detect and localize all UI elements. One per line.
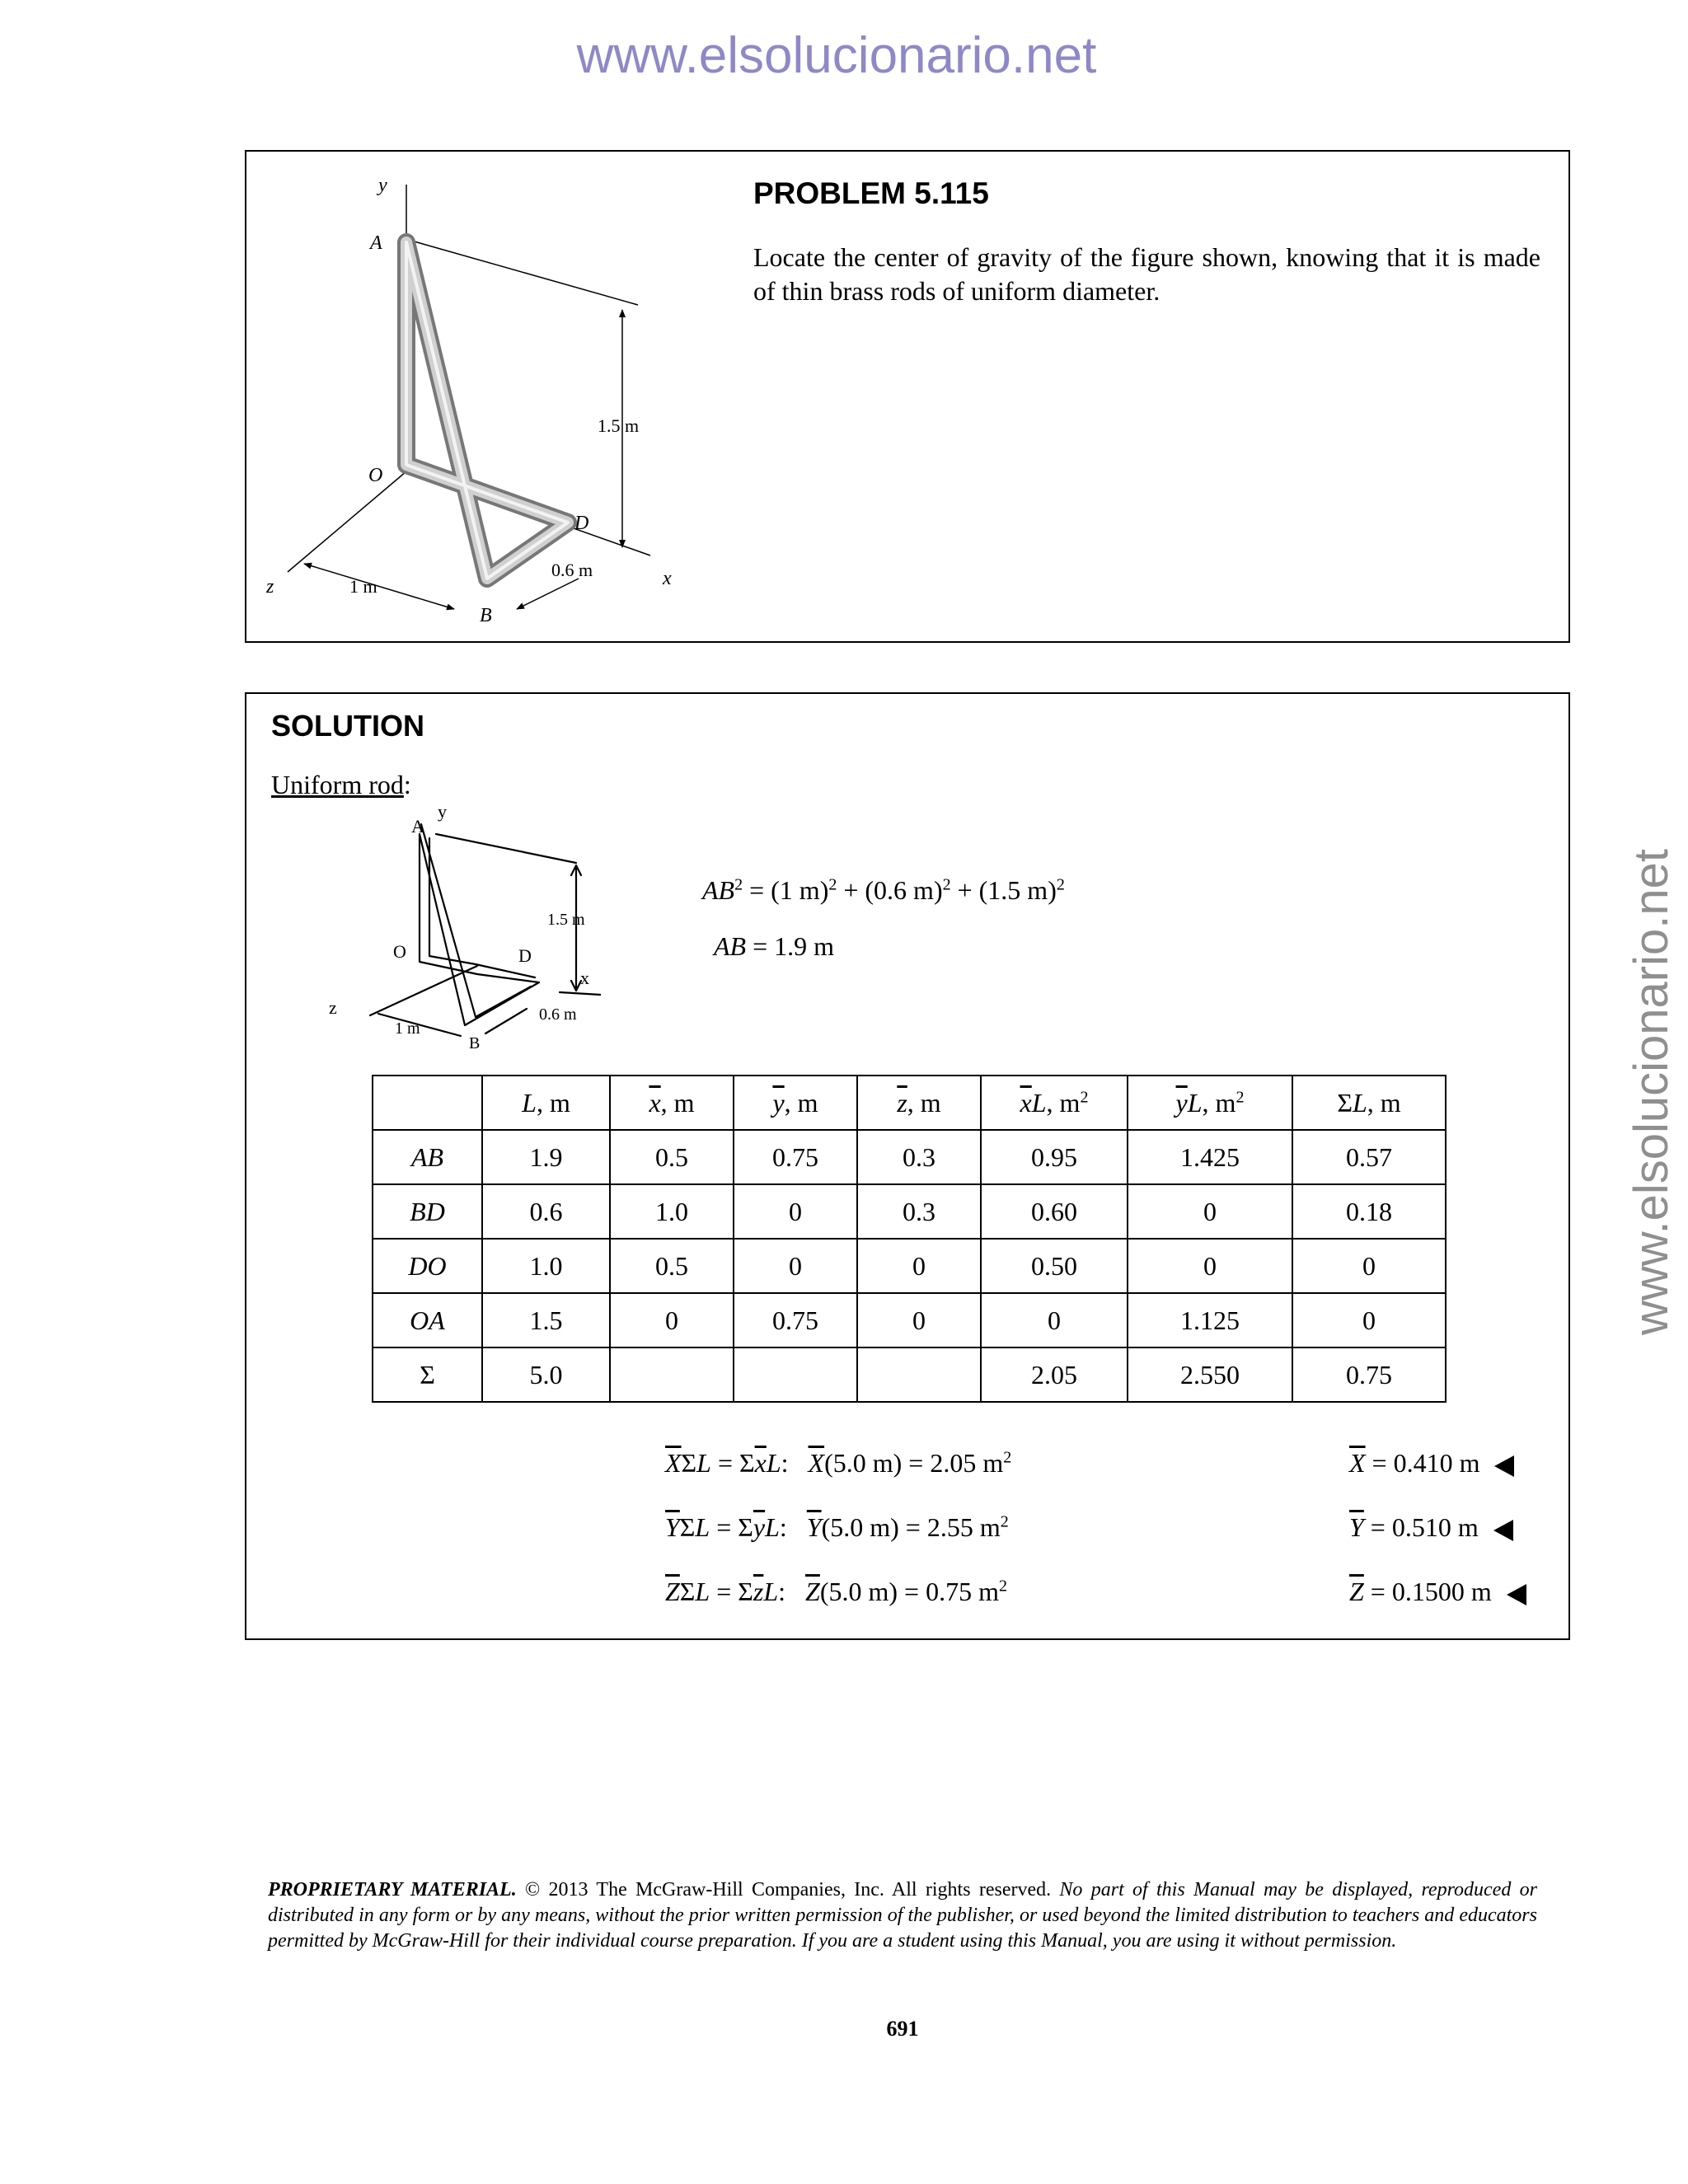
table-cell: 1.0 xyxy=(610,1184,734,1239)
table-cell: 0.18 xyxy=(1292,1184,1446,1239)
fig-dim-height: 1.5 m xyxy=(598,415,640,436)
table-cell: 0.60 xyxy=(981,1184,1128,1239)
sketch-dim-depth: 1 m xyxy=(395,1019,420,1038)
answer-marker-icon xyxy=(1507,1584,1526,1605)
fig-label-z: z xyxy=(266,576,274,598)
table-cell: 0 xyxy=(857,1293,981,1347)
table-cell: 0 xyxy=(610,1293,734,1347)
copyright-footer xyxy=(268,1877,1537,1954)
table-cell: 0.57 xyxy=(1292,1130,1446,1184)
table-header-cell: $\overline{x}L$, $m^2$ xyxy=(981,1076,1128,1130)
table-header-cell xyxy=(373,1076,482,1130)
table-row-label: BD xyxy=(373,1184,482,1239)
table-cell: 2.550 xyxy=(1128,1347,1292,1402)
page-number: 691 xyxy=(886,2017,919,2041)
table-cell: 0 xyxy=(1128,1184,1292,1239)
table-row-label: Σ xyxy=(373,1347,482,1402)
result-answer-x: $\overline{X} = 0.410$ m xyxy=(1349,1448,1514,1479)
fig-label-o: O xyxy=(368,465,383,486)
table-cell xyxy=(857,1347,981,1402)
result-equation-z: $\overline{Z}\Sigma L = \Sigma\overline{z}L$: $\overline{Z}(5.0$ m) = 0.75 $m^2$ xyxy=(665,1577,1007,1606)
centroid-table xyxy=(372,1075,1447,1403)
solution-box xyxy=(245,692,1570,1640)
table-row-label: AB xyxy=(373,1130,482,1184)
table-header-row xyxy=(373,1076,1446,1130)
fig-label-b: B xyxy=(480,605,492,626)
table-cell: 0.3 xyxy=(857,1130,981,1184)
result-equation-y: $\overline{Y}\Sigma L = \Sigma\overline{y}L$: $\overline{Y}(5.0$ m) = 2.55 $m^2$ xyxy=(665,1512,1009,1542)
table-header-cell: L, m xyxy=(482,1076,610,1130)
sketch-label-o: O xyxy=(393,941,406,962)
table-cell: 1.125 xyxy=(1128,1293,1292,1347)
problem-text: Locate the center of gravity of the figure shown, knowing that it is made of thin brass rods of uniform diameter. xyxy=(753,242,1540,306)
solution-subtitle xyxy=(271,770,411,800)
table-cell: 0 xyxy=(1292,1239,1446,1293)
fig-label-x: x xyxy=(663,568,672,589)
problem-figure xyxy=(263,160,741,630)
fig-label-a: A xyxy=(370,232,382,254)
table-header-cell: $\overline{y}L$, $m^2$ xyxy=(1128,1076,1292,1130)
table-cell: 1.5 xyxy=(482,1293,610,1347)
table-row xyxy=(373,1293,1446,1347)
fig-dim-depth: 1 m xyxy=(349,576,377,597)
table-cell: 0.5 xyxy=(610,1239,734,1293)
table-cell: 0.75 xyxy=(734,1293,857,1347)
table-row xyxy=(373,1184,1446,1239)
footer-bold: PROPRIETARY MATERIAL. xyxy=(268,1879,517,1900)
watermark-side: www.elsolucionario.net xyxy=(1625,849,1678,1335)
fig-label-y: y xyxy=(378,175,387,196)
fig-label-d: D xyxy=(574,513,589,534)
table-cell: 0.75 xyxy=(734,1130,857,1184)
equation-ab-squared: $AB^2 = (1$ m)$^2$ + (0.6 m)$^2$ + (1.5 m)$^2$ xyxy=(702,875,1065,905)
table-row xyxy=(373,1130,1446,1184)
answer-marker-icon xyxy=(1493,1520,1513,1541)
table-cell: 0 xyxy=(734,1239,857,1293)
answer-marker-icon xyxy=(1494,1455,1514,1477)
table-cell: 1.9 xyxy=(482,1130,610,1184)
table-cell: 1.0 xyxy=(482,1239,610,1293)
table-cell: 0.3 xyxy=(857,1184,981,1239)
result-answer-z: $\overline{Z} = 0.1500$ m xyxy=(1349,1577,1526,1607)
table-cell: 0 xyxy=(1292,1293,1446,1347)
table-cell: 0 xyxy=(981,1293,1128,1347)
table-total-row xyxy=(373,1347,1446,1402)
table-cell: 0.5 xyxy=(610,1130,734,1184)
sketch-label-z: z xyxy=(329,997,337,1018)
solution-title: SOLUTION xyxy=(271,709,424,743)
sketch-label-y: y xyxy=(438,801,447,822)
table-row-label: DO xyxy=(373,1239,482,1293)
table-cell: 0.95 xyxy=(981,1130,1128,1184)
footer-normal: © 2013 The McGraw-Hill Companies, Inc. All rights reserved. xyxy=(516,1879,1060,1900)
table-cell: 0.6 xyxy=(482,1184,610,1239)
table-cell: 0 xyxy=(1128,1239,1292,1293)
watermark-top: www.elsolucionario.net xyxy=(576,27,1097,84)
table-cell: 0 xyxy=(857,1239,981,1293)
result-answer-y: $\overline{Y} = 0.510$ m xyxy=(1349,1512,1513,1543)
sketch-label-x: x xyxy=(580,968,589,988)
sketch-dim-width: 0.6 m xyxy=(539,1005,577,1024)
table-cell xyxy=(610,1347,734,1402)
footer-italic: No part of this Manual may be displayed, reproduced or distributed in any form or by any means, without the prior written permission of the publisher, or used beyond the limited distribution to teachers and educators permitted by McGraw-Hill for their individual course preparation. If you are a student using this Manual, you are using it without permission. xyxy=(268,1879,1537,1952)
table-header-cell: $\overline{z}$, m xyxy=(857,1076,981,1130)
table-header-cell: ΣL, m xyxy=(1292,1076,1446,1130)
sketch-label-a: A xyxy=(411,816,424,837)
result-equation-x: $\overline{X}\Sigma L = \Sigma\overline{x}L$: $\overline{X}(5.0$ m) = 2.05 $m^2$ xyxy=(665,1448,1012,1478)
sketch-label-d: D xyxy=(518,945,532,966)
table-cell xyxy=(734,1347,857,1402)
problem-box xyxy=(245,150,1570,643)
table-cell: 0.75 xyxy=(1292,1347,1446,1402)
problem-title: PROBLEM 5.115 xyxy=(753,176,989,210)
fig-dim-width: 0.6 m xyxy=(551,560,593,580)
table-header-cell: $\overline{y}$, m xyxy=(734,1076,857,1130)
table-cell: 0.50 xyxy=(981,1239,1128,1293)
subtitle-text: Uniform rod xyxy=(271,770,404,799)
sketch-label-b: B xyxy=(469,1034,481,1048)
table-cell: 0 xyxy=(734,1184,857,1239)
solution-sketch xyxy=(329,801,601,1048)
table-row xyxy=(373,1239,1446,1293)
table-row-label: OA xyxy=(373,1293,482,1347)
table-cell: 2.05 xyxy=(981,1347,1128,1402)
table-header-cell: $\overline{x}$, m xyxy=(610,1076,734,1130)
table-cell: 1.425 xyxy=(1128,1130,1292,1184)
table-cell: 5.0 xyxy=(482,1347,610,1402)
equation-ab: AB = 1.9 m xyxy=(714,931,835,961)
subtitle-colon: : xyxy=(403,770,411,799)
sketch-dim-height: 1.5 m xyxy=(547,911,585,929)
